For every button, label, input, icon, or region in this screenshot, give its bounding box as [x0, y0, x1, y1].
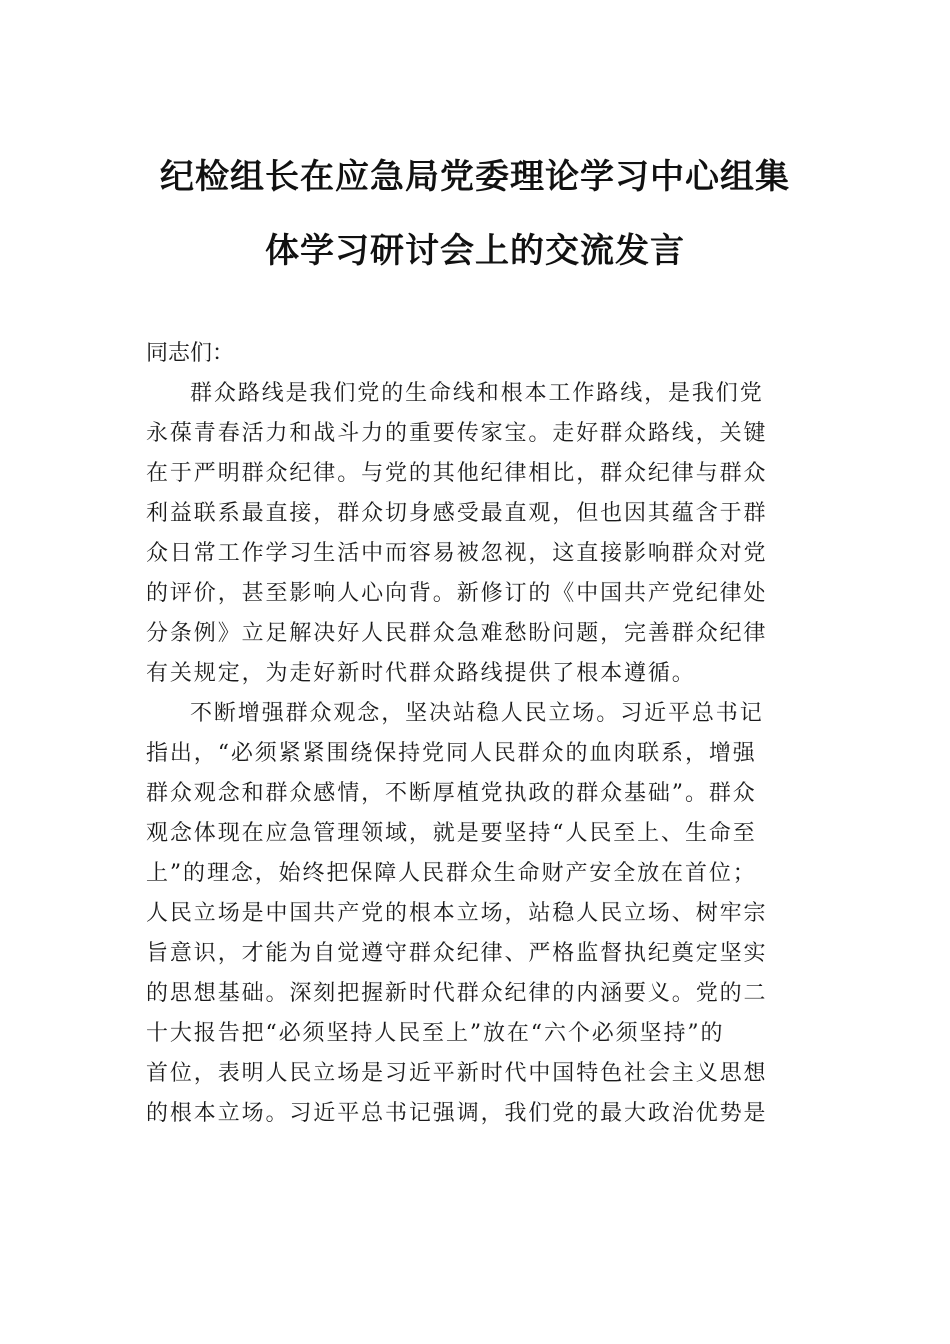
- paragraph-line: 指出，“必须紧紧围绕保持党同人民群众的血肉联系，增强: [146, 741, 757, 766]
- paragraph-line: 有关规定，为走好新时代群众路线提供了根本遵循。: [146, 661, 696, 686]
- paragraph-line: 群众观念和群众感情，不断厚植党执政的群众基础”。群众: [146, 781, 757, 806]
- paragraph-line: 的评价，甚至影响人心向背。新修订的《中国共产党纪律处: [146, 581, 768, 606]
- paragraph-line: 首位，表明人民立场是习近平新时代中国特色社会主义思想: [146, 1061, 768, 1086]
- paragraph-line: 人民立场是中国共产党的根本立场，站稳人民立场、树牢宗: [146, 901, 768, 926]
- paragraph-line: 的思想基础。深刻把握新时代群众纪律的内涵要义。党的二: [146, 981, 768, 1006]
- paragraph-line: 旨意识，才能为自觉遵守群众纪律、严格监督执纪奠定坚实: [146, 941, 768, 966]
- paragraph-line: 不断增强群众观念，坚决站稳人民立场。习近平总书记: [190, 701, 764, 726]
- paragraph-line: 分条例》立足解决好人民群众急难愁盼问题，完善群众纪律: [146, 621, 768, 646]
- paragraph-line: 观念体现在应急管理领域，就是要坚持“人民至上、生命至: [146, 821, 757, 846]
- paragraph-line: 的根本立场。习近平总书记强调，我们党的最大政治优势是: [146, 1101, 768, 1126]
- paragraph-line: 永葆青春活力和战斗力的重要传家宝。走好群众路线，关键: [146, 421, 768, 446]
- document-body: [146, 334, 810, 1134]
- paragraph-1: [146, 374, 810, 694]
- paragraph-line: 十大报告把“必须坚持人民至上”放在“六个必须坚持”的: [146, 1021, 725, 1046]
- paragraph-2: [146, 694, 810, 1134]
- paragraph-line: 群众路线是我们党的生命线和根本工作路线，是我们党: [190, 381, 764, 406]
- salutation: 同志们：: [146, 341, 235, 366]
- paragraph-line: 利益联系最直接，群众切身感受最直观，但也因其蕴含于群: [146, 501, 768, 526]
- paragraph-line: 在于严明群众纪律。与党的其他纪律相比，群众纪律与群众: [146, 461, 768, 486]
- paragraph-line: 众日常工作学习生活中而容易被忽视，这直接影响群众对党: [146, 541, 768, 566]
- document-title: [120, 157, 830, 271]
- title-line-2: 体学习研讨会上的交流发言: [265, 231, 685, 271]
- title-line-1: 纪检组长在应急局党委理论学习中心组集: [160, 157, 790, 197]
- paragraph-line: 上”的理念，始终把保障人民群众生命财产安全放在首位；: [146, 861, 757, 886]
